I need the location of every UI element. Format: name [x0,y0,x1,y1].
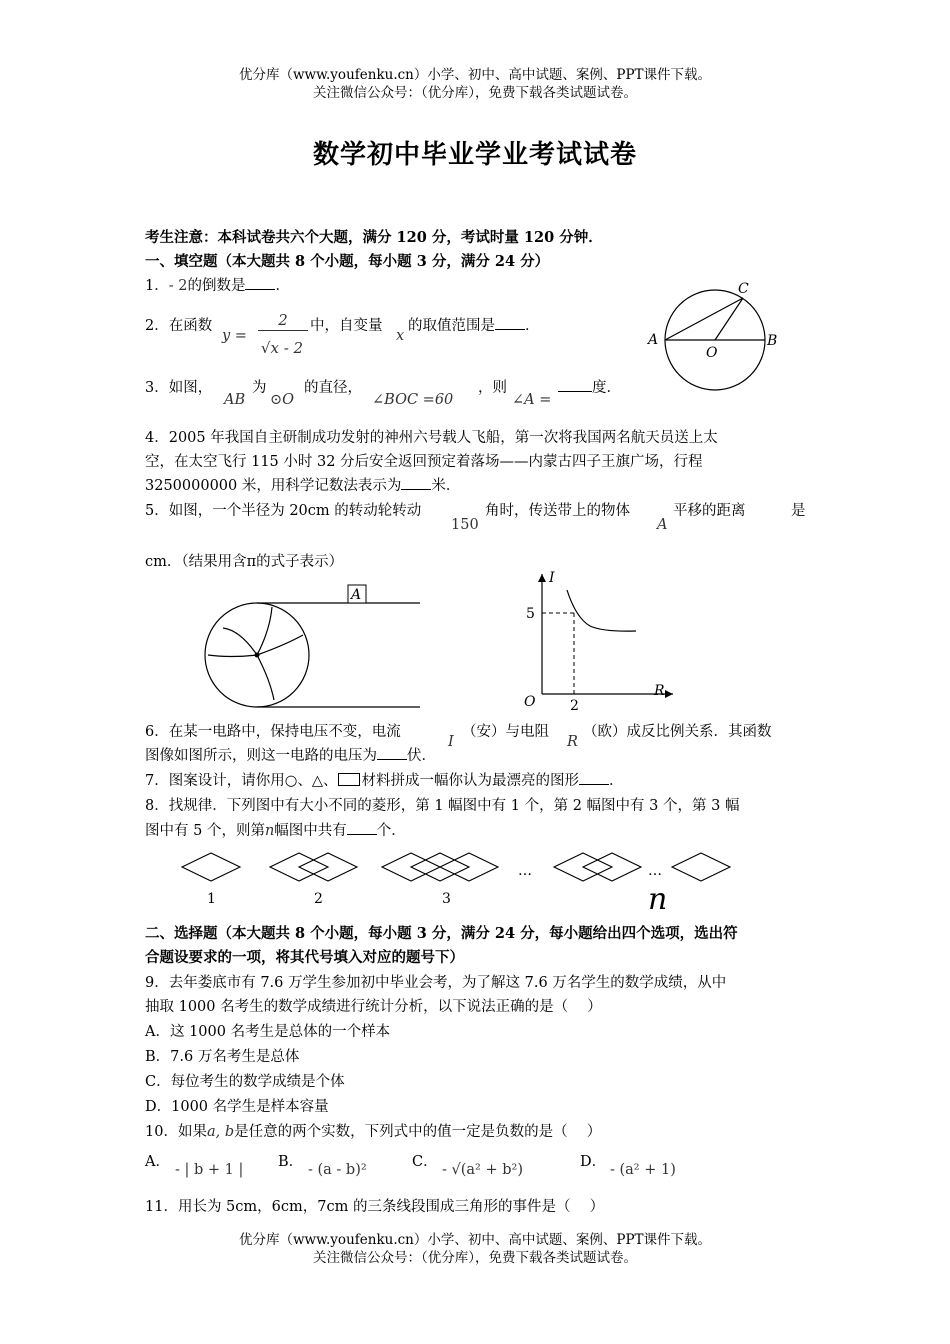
word-then: ，则 [478,380,507,396]
rotation-angle: 150 [451,517,479,533]
fraction-numerator: 2 [258,310,308,331]
option-10a-label: A． [145,1154,170,1170]
question-8-line-2: 图中有 5 个，则第n幅图中共有 个． [145,823,406,839]
rectangle-icon [338,773,360,786]
question-2-end: 的取值范围是 ． [408,318,540,334]
wheel-belt-figure [200,580,430,710]
question-3-end: 度． [558,378,621,398]
figure-label-3: 3 [442,891,451,907]
wheel-center [255,653,260,658]
question-5-line-1: 5．如图，一个半径为 20cm 的转动轮转动 [145,503,422,519]
footer-line-2: 关注微信公众号：（优分库），免费下载各类试题试卷。 [313,1250,637,1266]
question-5-post: 平移的距离 [673,503,746,519]
radius-oc [715,298,743,340]
question-3: 3．如图， [145,380,213,396]
question-6-mid2: （欧）成反比例关系．其函数 [583,724,772,740]
question-4-line-3: 3250000000 米，用科学记数法表示为 米． [145,478,461,494]
ellipsis-2: … [648,863,662,879]
question-4-line-2: 空，在太空飞行 115 小时 32 分后安全返回预定着落场——内蒙古四子王旗广场，行程 [145,454,703,470]
spoke-1 [223,628,257,655]
question-2-cont: 中，自变量 [310,318,383,334]
object-box-label: A [351,587,362,603]
answer-blank[interactable] [245,276,275,290]
question-1: 1．- 2的倒数是 ． [145,278,290,294]
resistance-r: R [567,734,578,750]
option-10b-expr: - (a - b)² [308,1162,367,1178]
answer-blank[interactable] [377,746,407,760]
label-o: O [706,345,718,361]
header-line-2: 关注微信公众号：（优分库），免费下载各类试题试卷。 [313,85,637,101]
question-6-pre: 6．在某一电路中，保持电压不变，电流 [145,724,401,740]
axis-label-r: R [654,683,665,699]
fraction-denominator: √x - 2 [260,339,304,357]
question-7: 7．图案设计，请你用○、△、 材料拼成一幅你认为最漂亮的图形 ． [145,773,624,789]
current-i: I [448,734,454,750]
question-5-is: 是 [791,503,806,519]
option-9a: A．这 1000 名考生是总体的一个样本 [145,1024,391,1040]
chord-ac [665,298,743,340]
header-line-1: 优分库（www.youfenku.cn）小学、初中、高中试题、案例、PPT课件下载。 [238,67,712,83]
option-9b: B．7.6 万名考生是总体 [145,1049,300,1065]
answer-blank[interactable] [495,316,525,330]
option-9c: C．每位考生的数学成绩是个体 [145,1074,345,1090]
object-a: A [657,517,668,533]
option-10d-label: D． [580,1154,607,1170]
tick-label-2: 2 [570,698,579,714]
section-2-line-2: 合题设要求的一项，将其代号填入对应的题号下） [145,949,464,966]
diamond-pattern-figure [170,845,740,915]
question-9-line-1: 9．去年娄底市有 7.6 万学生参加初中毕业会考，为了解这 7.6 万名学生的数学成绩，从中 [145,975,727,991]
option-10d-expr: - (a² + 1) [610,1162,676,1178]
axis-label-i: I [549,570,555,586]
diamond [672,853,730,881]
figure-label-1: 1 [207,891,216,907]
question-5-line-2: cm．（结果用含π的式子表示） [145,554,344,570]
angle-boc: ∠BOC =60 [372,392,454,408]
ellipsis-1: … [518,863,532,879]
question-2: 2．在函数 [145,318,213,334]
current-resistance-graph [518,566,678,716]
question-11: 11．用长为 5cm，6cm，7cm 的三条线段围成三角形的事件是（ ） [145,1199,605,1215]
option-9d: D．1000 名学生是样本容量 [145,1099,329,1115]
word-wei: 为 [252,380,267,396]
segment-ab: AB [224,392,246,408]
spoke-4 [257,655,274,700]
question-8-line-1: 8．找规律．下列图中有大小不同的菱形，第 1 幅图中有 1 个，第 2 幅图中有 3 个，第 3 幅 [145,798,740,814]
option-10c-expr: - √(a² + b²) [442,1162,523,1178]
footer-line-1: 优分库（www.youfenku.cn）小学、初中、高中试题、案例、PPT课件下载。 [238,1232,712,1248]
spoke-5 [208,655,257,657]
angle-a: ∠A = [512,392,552,408]
function-y: y = [222,328,247,344]
label-a: A [648,332,659,348]
label-c: C [738,281,749,297]
variable-x: x [396,328,405,344]
question-10: 10．如果a, b是任意的两个实数，下列式中的值一定是负数的是（ ） [145,1124,602,1140]
figure-label-n: n [648,882,668,915]
question-5-mid: 角时，传送带上的物体 [485,503,630,519]
question-4-line-1: 4．2005 年我国自主研制成功发射的神州六号载人飞船，第一次将我国两名航天员送上太 [145,430,718,446]
diamond [182,853,240,881]
section-2-line-1: 二、选择题（本大题共 8 个小题，每小题 3 分，满分 24 分，每小题给出四个选项，选出符 [145,925,738,942]
spoke-3 [257,635,303,655]
y-axis-arrow [538,574,546,582]
answer-blank[interactable] [558,378,592,392]
page-title: 数学初中毕业学业考试试卷 [312,140,637,170]
question-6-mid1: （安）与电阻 [462,724,549,740]
answer-blank[interactable] [401,476,431,490]
question-6-line-2: 图像如图所示，则这一电路的电压为 伏． [145,748,436,764]
question-9-line-2: 抽取 1000 名考生的数学成绩进行统计分析，以下说法正确的是（ ） [145,999,602,1015]
word-diameter: 的直径， [304,380,362,396]
label-b: B [767,333,778,349]
hyperbola-curve [567,590,636,631]
option-10b-label: B． [278,1154,304,1170]
circle-figure [640,276,790,406]
answer-blank[interactable] [347,821,377,835]
x-axis-arrow [665,690,673,698]
option-10a-expr: - | b + 1 | [175,1162,244,1178]
exam-notice: 考生注意：本科试卷共六个大题，满分 120 分，考试时量 120 分钟． [145,229,603,246]
spoke-2 [257,607,272,655]
origin-label: O [524,694,536,710]
answer-blank[interactable] [579,771,609,785]
tick-label-5: 5 [526,606,535,622]
circle-o: ⊙O [270,392,295,408]
figure-label-2: 2 [314,891,323,907]
option-10c-label: C． [412,1154,438,1170]
section-1-heading: 一、填空题（本大题共 8 个小题，每小题 3 分，满分 24 分） [145,253,550,270]
